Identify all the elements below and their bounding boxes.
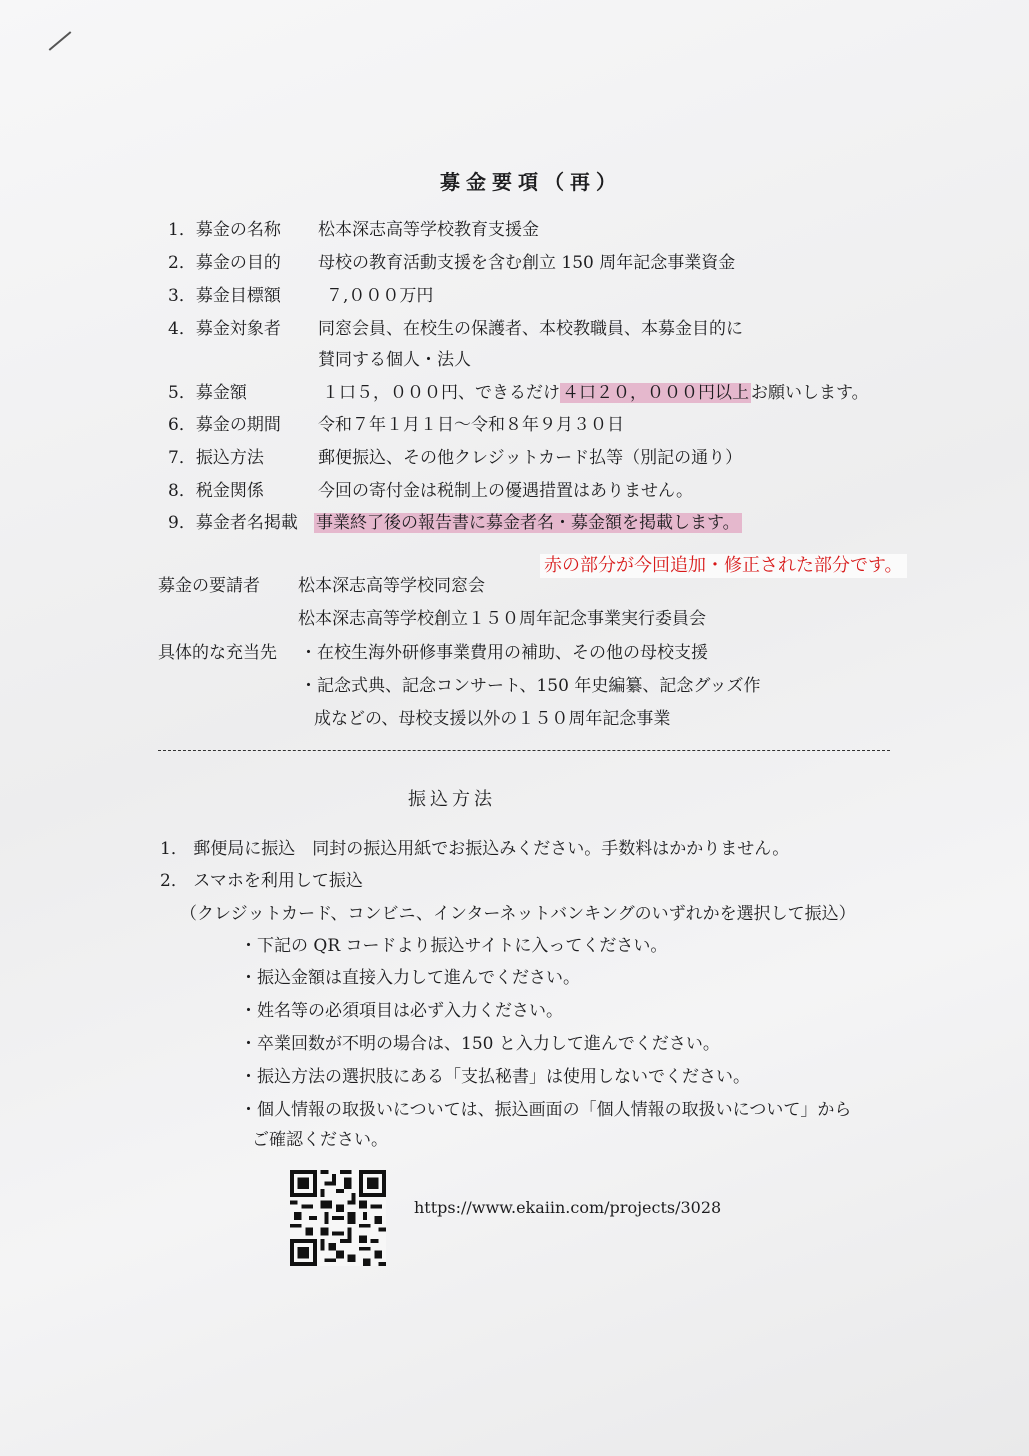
item-1-value: 松本深志高等学校教育支援金 <box>318 220 539 240</box>
revision-note: 赤の部分が今回追加・修正された部分です。 <box>540 554 907 578</box>
method-1: 1． 郵便局に振込 同封の振込用紙でお振込みください。手数料はかかりません。 <box>160 839 790 859</box>
requester-label: 募金の要請者 <box>158 576 260 596</box>
page-title: 募金要項（再） <box>440 170 622 194</box>
instruction-4: ・卒業回数が不明の場合は、150 と入力して進んでください。 <box>240 1034 720 1054</box>
section-title-transfer: 振込方法 <box>408 789 496 810</box>
qr-code-icon[interactable] <box>290 1170 386 1266</box>
item-7-label: 7．振込方法 <box>168 448 264 468</box>
item-1-label: 1．募金の名称 <box>168 220 281 240</box>
requester-line-1: 松本深志高等学校同窓会 <box>298 576 485 596</box>
instruction-3: ・姓名等の必須項目は必ず入力ください。 <box>240 1001 563 1021</box>
staple-mark <box>49 31 72 51</box>
instruction-2: ・振込金額は直接入力して進んでください。 <box>240 968 580 988</box>
item-2-value: 母校の教育活動支援を含む創立 150 周年記念事業資金 <box>318 253 736 273</box>
item-6-value: 令和７年１月１日～令和８年９月３０日 <box>318 415 624 435</box>
method-2: 2． スマホを利用して振込 <box>160 871 363 891</box>
dashed-divider <box>158 750 890 751</box>
item-5-label: 5．募金額 <box>168 383 247 403</box>
item-5-highlight: ４口２０，０００円以上 <box>562 383 749 403</box>
instruction-6: ・個人情報の取扱いについては、振込画面の「個人情報の取扱いについて」から <box>240 1100 852 1120</box>
allocation-line-3: 成などの、母校支援以外の１５０周年記念事業 <box>314 709 671 729</box>
item-7-value: 郵便振込、その他クレジットカード払等（別記の通り） <box>318 448 743 468</box>
item-9-value <box>314 511 742 535</box>
item-4-label: 4．募金対象者 <box>168 319 281 339</box>
item-3-label: 3．募金目標額 <box>168 286 281 306</box>
donation-url-link[interactable]: https://www.ekaiin.com/projects/3028 <box>414 1198 722 1217</box>
item-4-value-cont: 賛同する個人・法人 <box>318 350 471 370</box>
requester-line-2: 松本深志高等学校創立１５０周年記念事業実行委員会 <box>298 609 706 629</box>
allocation-line-1: ・在校生海外研修事業費用の補助、その他の母校支援 <box>300 643 708 663</box>
item-5-value-pre: １口５，０００円、できるだけ <box>322 383 560 403</box>
item-6-label: 6．募金の期間 <box>168 415 281 435</box>
method-2-sub: （クレジットカード、コンビニ、インターネットバンキングのいずれかを選択して振込） <box>180 904 856 924</box>
instruction-6-cont: ご確認ください。 <box>252 1130 388 1150</box>
item-3-value: ７,０００万円 <box>326 286 434 306</box>
item-8-label: 8．税金関係 <box>168 481 264 501</box>
item-4-value: 同窓会員、在校生の保護者、本校教職員、本募金目的に <box>318 319 743 339</box>
instruction-1: ・下記の QR コードより振込サイトに入ってください。 <box>240 936 668 956</box>
item-5-value <box>322 381 869 405</box>
allocation-label: 具体的な充当先 <box>158 643 277 663</box>
item-2-label: 2．募金の目的 <box>168 253 281 273</box>
item-8-value: 今回の寄付金は税制上の優遇措置はありません。 <box>318 481 694 501</box>
item-9-highlight: 事業終了後の報告書に募金者名・募金額を掲載します。 <box>316 513 740 533</box>
instruction-5: ・振込方法の選択肢にある「支払秘書」は使用しないでください。 <box>240 1067 750 1087</box>
allocation-line-2: ・記念式典、記念コンサート、150 年史編纂、記念グッズ作 <box>300 676 761 696</box>
item-9-label: 9．募金者名掲載 <box>168 513 298 533</box>
item-5-value-post: お願いします。 <box>751 383 869 403</box>
